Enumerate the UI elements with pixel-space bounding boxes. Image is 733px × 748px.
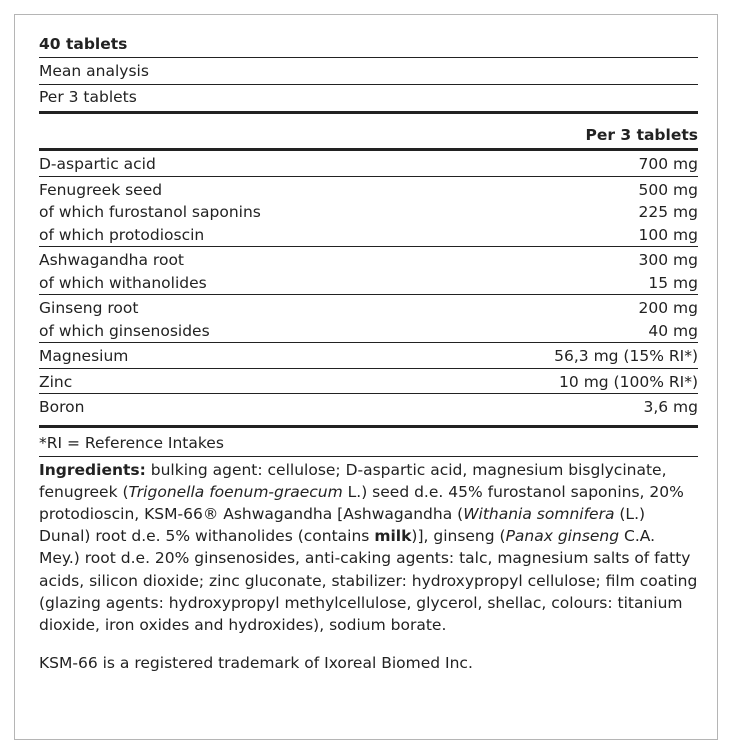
ingredients-part: )], ginseng ( [411, 527, 506, 546]
nutrient-row [39, 201, 698, 224]
nutrient-group [39, 177, 698, 248]
allergen: milk [374, 527, 412, 546]
latin-name: Withania somnifera [463, 504, 615, 523]
ingredients-part: bulking agent: cellulose; D-aspartic acid, magnesium bisglycinate, fenugreek ( [39, 460, 667, 501]
ri-footnote: *RI = Reference Intakes [39, 428, 698, 457]
nutrient-row [39, 371, 698, 394]
nutrient-value: 500 mg [638, 180, 698, 199]
column-header: Per 3 tablets [39, 114, 698, 151]
nutrient-value: 200 mg [638, 299, 698, 317]
nutrient-name: of which ginsenosides [39, 321, 210, 340]
nutrient-row [39, 396, 698, 419]
nutrient-name: D-aspartic acid [39, 155, 156, 173]
ingredients-part: (L.) Dunal) root d.e. 5% withanolides (contains [39, 504, 646, 546]
per-serving-label: Per 3 tablets [39, 88, 137, 106]
trademark-note: KSM-66 is a registered trademark of Ixoreal Biomed Inc. [39, 654, 473, 673]
ingredients-part: L.) seed d.e. 45% furostanol saponins, 20% protodioscin, KSM-66® Ashwagandha [Ashwagandha ( [39, 482, 684, 523]
nutrient-table [39, 151, 698, 428]
nutrient-group [39, 343, 698, 369]
nutrient-value: 15 mg [648, 273, 698, 292]
nutrient-value: 3,6 mg [643, 398, 698, 416]
nutrient-row [39, 179, 698, 202]
nutrition-label-card [14, 14, 718, 740]
nutrient-row [39, 272, 698, 295]
nutrient-group [39, 295, 698, 343]
nutrient-row [39, 249, 698, 272]
nutrition-label [39, 33, 698, 674]
ingredients-label: Ingredients: [39, 460, 146, 479]
latin-name: Trigonella foenum-graecum [128, 482, 343, 501]
nutrient-group [39, 247, 698, 295]
nutrient-name: of which withanolides [39, 273, 207, 292]
nutrient-row [39, 153, 698, 176]
nutrient-row [39, 345, 698, 368]
nutrient-group [39, 394, 698, 428]
nutrient-name: of which furostanol saponins [39, 203, 261, 221]
nutrient-value: 56,3 mg (15% RI*) [554, 347, 698, 365]
nutrient-row [39, 320, 698, 343]
ingredients-part: C.A. Mey.) root d.e. 20% ginsenosides, anti-caking agents: talc, magnesium salts of fatty acids, silicon dioxide; zinc gluconate, stabilizer: hydroxypropyl cellulose; film coating (glazing agents: hydroxypropyl methylcellulose, glycerol, shellac, colours: titanium dioxide, iron oxides and hydroxides), sodium borate. [39, 527, 698, 634]
ingredients-text [39, 457, 698, 637]
nutrient-name: Zinc [39, 372, 73, 391]
mean-analysis-label: Mean analysis [39, 58, 698, 85]
latin-name: Panax ginseng [505, 527, 620, 546]
nutrient-group [39, 369, 698, 395]
nutrient-value: 100 mg [638, 225, 698, 244]
nutrient-value: 40 mg [648, 321, 698, 340]
package-size-title: 40 tablets [39, 33, 698, 58]
nutrient-value: 700 mg [638, 155, 698, 173]
nutrient-name: Ginseng root [39, 299, 139, 317]
nutrient-row [39, 224, 698, 247]
nutrient-name: of which protodioscin [39, 225, 205, 244]
nutrient-name: Boron [39, 398, 85, 416]
nutrient-value: 225 mg [638, 203, 698, 221]
nutrient-name: Ashwagandha root [39, 251, 185, 269]
nutrient-name: Fenugreek seed [39, 180, 163, 199]
nutrient-value: 300 mg [638, 251, 698, 269]
nutrient-value: 10 mg (100% RI*) [559, 372, 698, 391]
nutrient-group [39, 151, 698, 177]
nutrient-name: Magnesium [39, 347, 129, 365]
nutrient-row [39, 297, 698, 320]
